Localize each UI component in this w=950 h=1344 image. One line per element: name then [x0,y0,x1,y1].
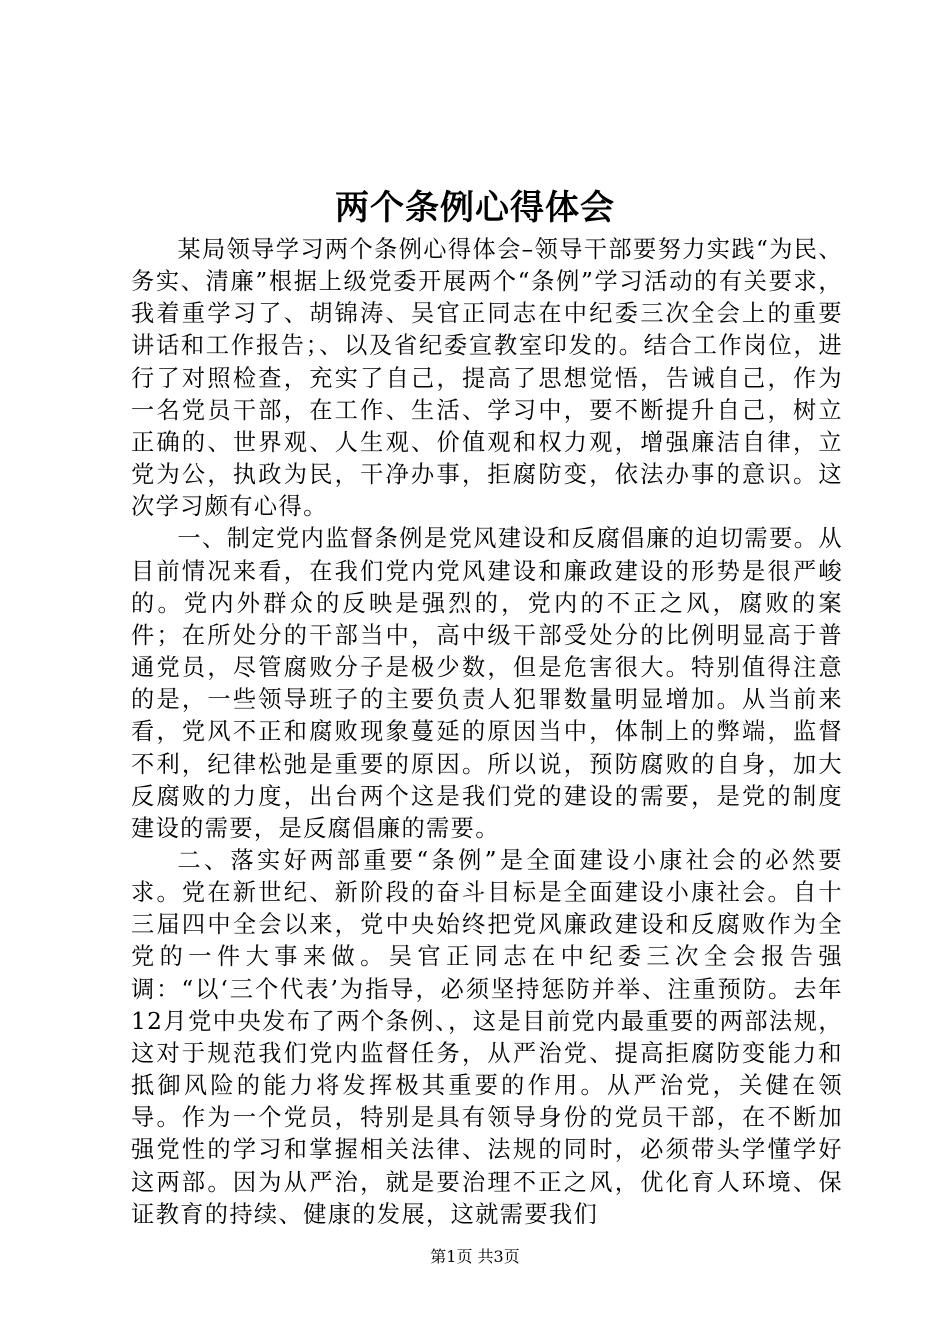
document-title: 两个条例心得体会 [335,188,615,228]
document-body [131,234,843,1231]
paragraph-section-one: 一、制定党内监督条例是党风建设和反腐倡廉的迫切需要。从目前情况来看，在我们党内党风建设和廉政建设的形势是很严峻的。党内外群众的反映是强烈的，党内的不正之风，腐败的案件；在所处分的干部当中，高中级干部受处分的比例明显高于普通党员，尽管腐败分子是极少数，但是危害很大。特别值得注意的是，一些领导班子的主要负责人犯罪数量明显增加。从当前来看，党风不正和腐败现象蔓延的原因当中，体制上的弊端，监督不利，纪律松弛是重要的原因。所以说，预防腐败的自身，加大反腐败的力度，出台两个这是我们党的建设的需要，是党的制度建设的需要，是反腐倡廉的需要。 [131,525,843,842]
page-footer: 第1页 共3页 [430,1247,520,1266]
paragraph-intro: 某局领导学习两个条例心得体会–领导干部要努力实践“为民、务实、清廉”根据上级党委开展两个“条例”学习活动的有关要求，我着重学习了、胡锦涛、吴官正同志在中纪委三次全会上的重要讲话和工作报告；、以及省纪委宣教室印发的。结合工作岗位，进行了对照检查，充实了自己，提高了思想觉悟，告诫自己，作为一名党员干部，在工作、生活、学习中，要不断提升自己，树立正确的、世界观、人生观、价值观和权力观，增强廉洁自律，立党为公，执政为民，干净办事，拒腐防变，依法办事的意识。这次学习颇有心得。 [131,236,843,521]
paragraph-section-two: 二、落实好两部重要“条例”是全面建设小康社会的必然要求。党在新世纪、新阶段的奋斗目标是全面建设小康社会。自十三届四中全会以来，党中央始终把党风廉政建设和反腐败作为全党的一件大事来做。吴官正同志在中纪委三次全会报告强调：“以‘三个代表’为指导，必须坚持惩防并举、注重预防。去年12月党中央发布了两个条例、，这是目前党内最重要的两部法规，这对于规范我们党内监督任务，从严治党、提高拒腐防变能力和抵御风险的能力将发挥极其重要的作用。从严治党，关健在领导。作为一个党员，特别是具有领导身份的党员干部，在不断加强党性的学习和掌握相关法律、法规的同时，必须带头学懂学好这两部。因为从严治，就是要治理不正之风，优化育人环境、保证教育的持续、健康的发展，这就需要我们 [131,846,843,1228]
